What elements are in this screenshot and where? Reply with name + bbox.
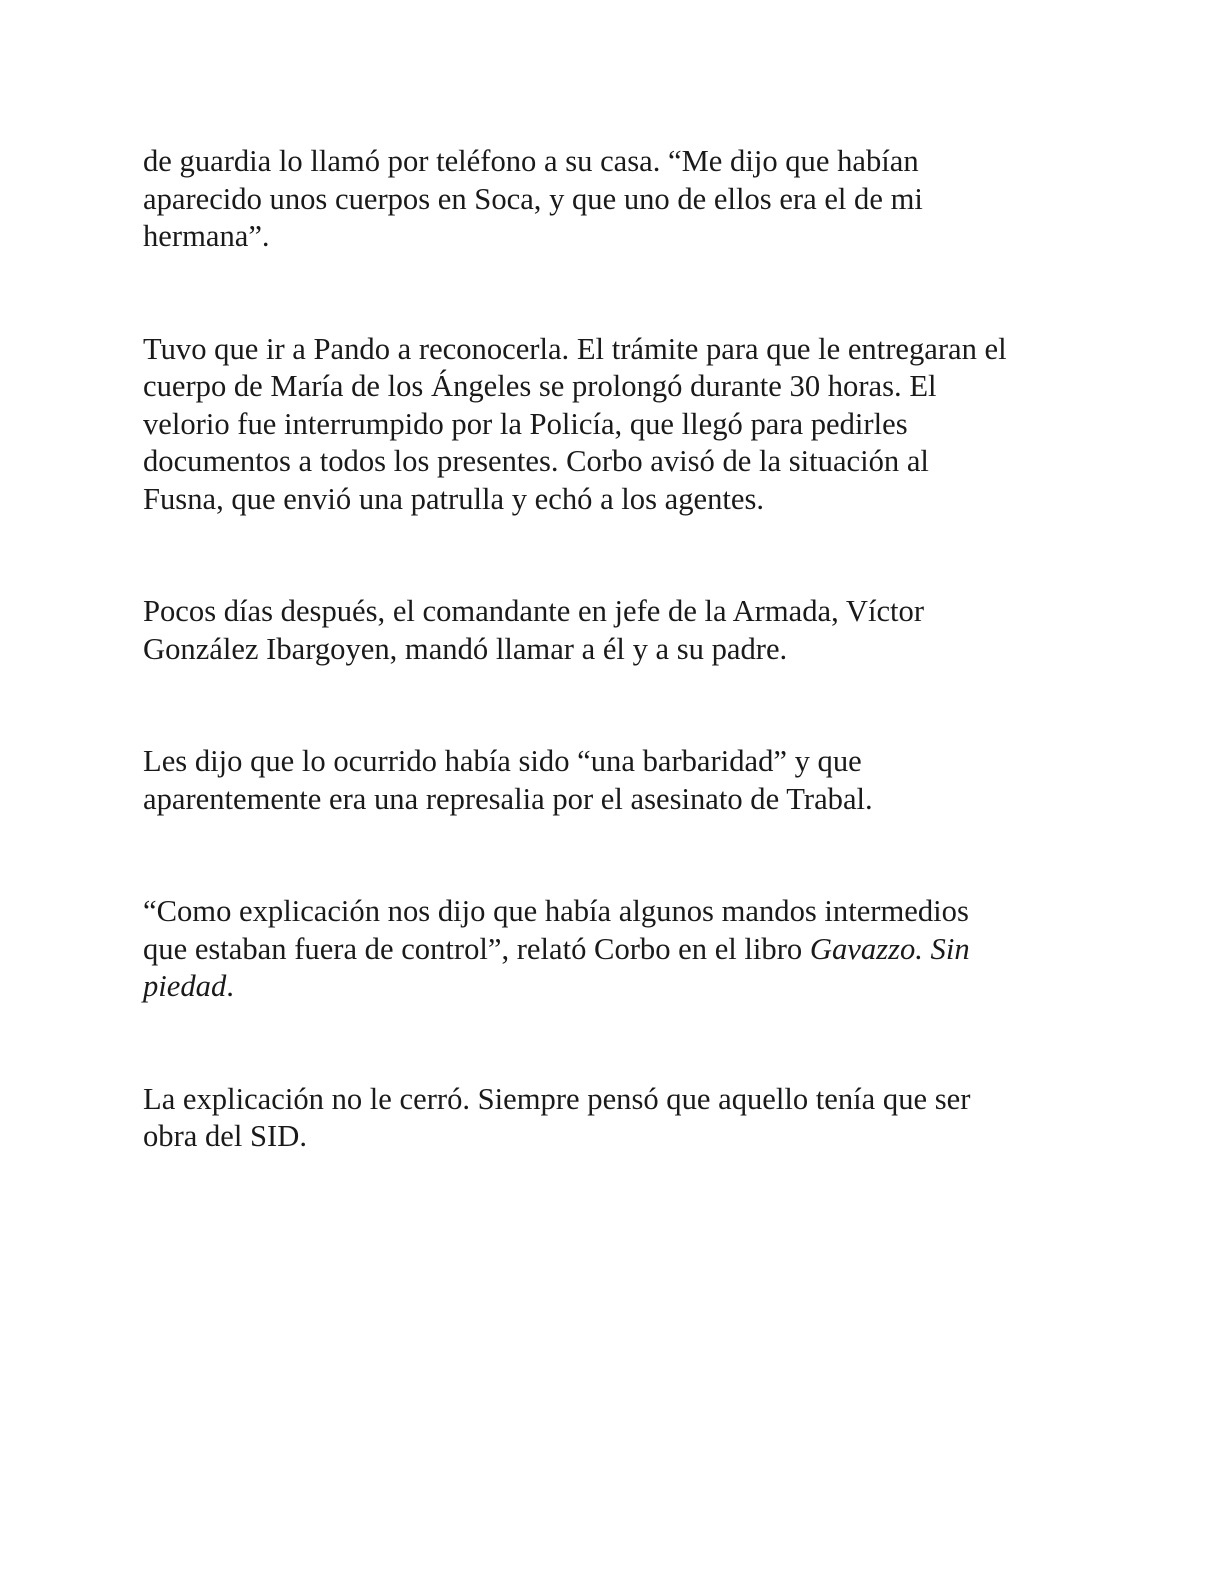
text-line: cuerpo de María de los Ángeles se prolongó durante 30 horas. El bbox=[143, 369, 937, 403]
text-line: Fusna, que envió una patrulla y echó a los agentes. bbox=[143, 481, 765, 516]
paragraph-1 bbox=[143, 143, 1083, 256]
text-run: . bbox=[226, 969, 234, 1003]
text-line: Pocos días después, el comandante en jefe de la Armada, Víctor bbox=[143, 594, 925, 628]
text-line bbox=[143, 931, 1083, 969]
text-line: documentos a todos los presentes. Corbo avisó de la situación al bbox=[143, 444, 929, 478]
paragraph-3 bbox=[143, 593, 1083, 668]
text-line: Tuvo que ir a Pando a reconocerla. El trámite para que le entregaran el bbox=[143, 331, 1007, 366]
body-text bbox=[143, 143, 1083, 1156]
paragraph-2 bbox=[143, 331, 1083, 519]
text-line: González Ibargoyen, mandó llamar a él y a su padre. bbox=[143, 631, 788, 666]
text-line: hermana”. bbox=[143, 219, 270, 253]
text-run: que estaban fuera de control”, relató Corbo en el libro bbox=[143, 931, 810, 966]
text-line: aparecido unos cuerpos en Soca, y que uno de ellos era el de mi bbox=[143, 181, 923, 216]
text-line: aparentemente era una represalia por el asesinato de Trabal. bbox=[143, 781, 873, 816]
text-line: de guardia lo llamó por teléfono a su casa. “Me dijo que habían bbox=[143, 144, 919, 178]
book-title-italic: piedad bbox=[143, 969, 227, 1003]
text-line bbox=[143, 968, 1083, 1006]
paragraph-6 bbox=[143, 1081, 1083, 1156]
text-line: Les dijo que lo ocurrido había sido “una barbaridad” y que bbox=[143, 744, 862, 778]
book-title-italic: Gavazzo. Sin bbox=[809, 931, 970, 966]
paragraph-5 bbox=[143, 893, 1083, 1006]
text-line: velorio fue interrumpido por la Policía, que llegó para pedirles bbox=[143, 406, 908, 441]
text-line: “Como explicación nos dijo que había algunos mandos intermedios bbox=[143, 894, 969, 928]
paragraph-4 bbox=[143, 743, 1083, 818]
text-line: obra del SID. bbox=[143, 1119, 307, 1153]
text-line: La explicación no le cerró. Siempre pensó que aquello tenía que ser bbox=[143, 1081, 971, 1116]
